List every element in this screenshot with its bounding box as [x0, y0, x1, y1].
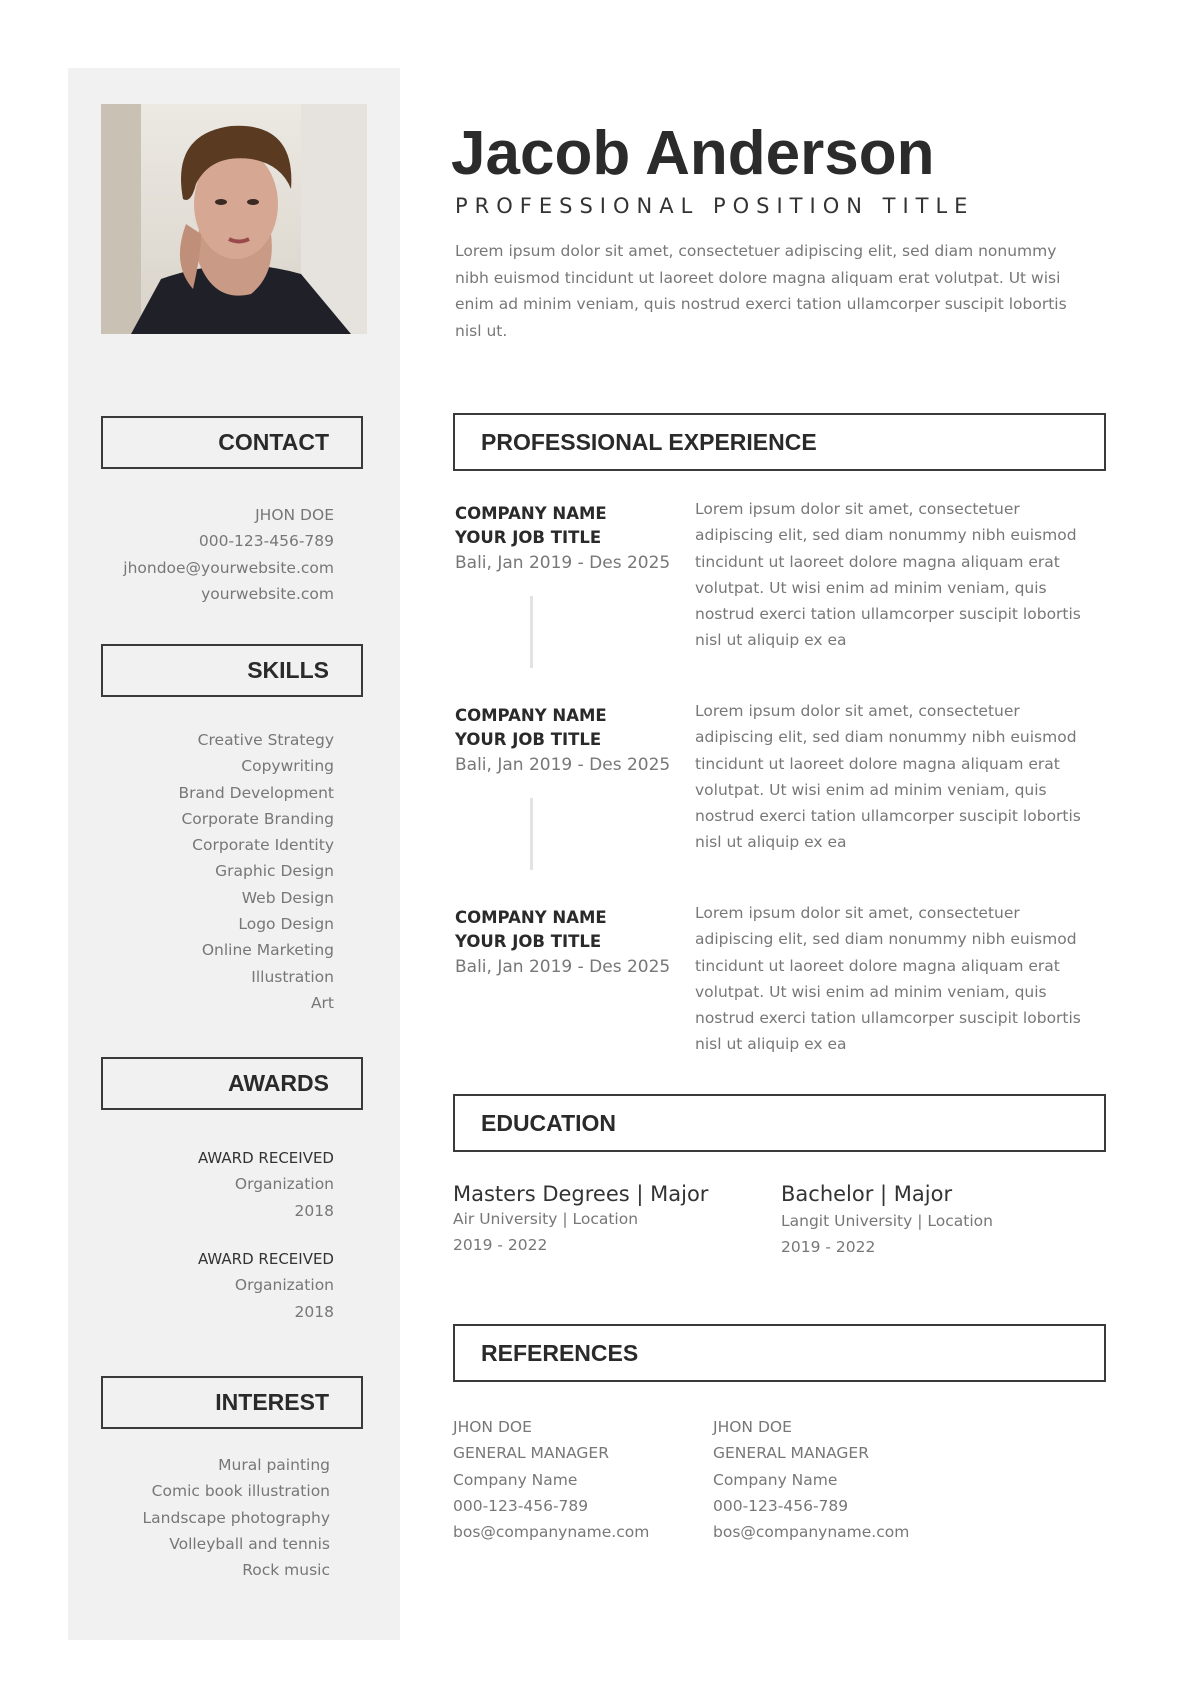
experience-entry	[455, 702, 1115, 852]
award-year: 2018	[294, 1201, 334, 1220]
education-entry	[453, 1182, 708, 1258]
job-period: Bali, Jan 2019 - Des 2025	[455, 957, 671, 977]
skill-item: Corporate Identity	[192, 836, 334, 855]
timeline-divider	[530, 596, 533, 668]
education-years: 2019 - 2022	[453, 1236, 548, 1254]
contact-phone: 000-123-456-789	[198, 532, 334, 551]
job-title: YOUR JOB TITLE	[455, 932, 602, 951]
company-name: COMPANY NAME	[455, 908, 607, 927]
reference-name: JHON DOE	[713, 1418, 792, 1436]
education-entry	[781, 1182, 993, 1260]
interest-item: Comic book illustration	[151, 1482, 330, 1501]
school-name: Air University | Location	[453, 1210, 639, 1228]
skill-item: Online Marketing	[201, 941, 334, 960]
degree-title: Bachelor | Major	[781, 1182, 953, 1206]
award-title: AWARD RECEIVED	[197, 1250, 334, 1268]
skill-item: Corporate Branding	[181, 809, 334, 828]
interest-item: Mural painting	[218, 1456, 330, 1474]
reference-email: bos@companyname.com	[453, 1523, 650, 1542]
skill-item: Web Design	[241, 888, 334, 907]
contact-website: yourwebsite.com	[201, 584, 334, 603]
job-period: Bali, Jan 2019 - Des 2025	[455, 755, 671, 775]
award-entry	[198, 1145, 334, 1224]
reference-phone: 000-123-456-789	[713, 1496, 849, 1515]
experience-meta	[455, 906, 685, 977]
experience-meta	[455, 704, 685, 775]
skills-list	[179, 727, 334, 1016]
skill-item: Creative Strategy	[197, 731, 334, 749]
interest-item: Volleyball and tennis	[169, 1534, 330, 1553]
company-name: COMPANY NAME	[455, 504, 607, 523]
job-period: Bali, Jan 2019 - Des 2025	[455, 553, 671, 573]
experience-entry	[455, 500, 1115, 650]
reference-role: GENERAL MANAGER	[713, 1444, 869, 1463]
reference-company: Company Name	[453, 1470, 578, 1489]
interest-item: Landscape photography	[142, 1508, 330, 1527]
award-org: Organization	[234, 1175, 334, 1194]
experience-heading: PROFESSIONAL EXPERIENCE	[453, 413, 1106, 471]
award-year: 2018	[294, 1302, 334, 1321]
contact-email: jhondoe@yourwebsite.com	[123, 558, 334, 577]
profile-summary: Lorem ipsum dolor sit amet, consectetuer adipiscing elit, sed diam nonummy nibh euismod tincidunt ut laoreet dolore magna aliquam erat volutpat. Ut wisi enim ad minim veniam, quis nostrud exerci tation ullamcorper suscipit lobortis nisl ut.	[455, 242, 1067, 340]
position-title: PROFESSIONAL POSITION TITLE	[455, 194, 975, 218]
job-title: YOUR JOB TITLE	[455, 730, 602, 749]
contact-list	[123, 502, 334, 607]
interest-item: Rock music	[242, 1561, 330, 1580]
award-entry	[198, 1246, 334, 1325]
skill-item: Art	[310, 993, 334, 1012]
reference-entry	[453, 1414, 649, 1545]
education-years: 2019 - 2022	[781, 1238, 876, 1256]
job-description: Lorem ipsum dolor sit amet, consectetuer adipiscing elit, sed diam nonummy nibh euismod tincidunt ut laoreet dolore magna aliquam erat volutpat. Ut wisi enim ad minim veniam, quis nostrud exerci tation ullamcorper suscipit lobortis nisl ut aliquip ex ea	[695, 702, 1081, 852]
reference-entry	[713, 1414, 909, 1545]
award-title: AWARD RECEIVED	[197, 1149, 334, 1167]
reference-company: Company Name	[713, 1470, 838, 1489]
timeline-divider	[530, 798, 533, 870]
experience-meta	[455, 502, 685, 573]
interest-heading: INTEREST	[101, 1376, 363, 1429]
job-title: YOUR JOB TITLE	[455, 528, 602, 547]
reference-email: bos@companyname.com	[713, 1523, 910, 1542]
education-heading: EDUCATION	[453, 1094, 1106, 1152]
degree-title: Masters Degrees | Major	[453, 1182, 709, 1206]
award-org: Organization	[234, 1276, 334, 1295]
experience-entry	[455, 904, 1115, 1054]
skill-item: Illustration	[251, 967, 334, 986]
reference-name: JHON DOE	[453, 1418, 532, 1436]
reference-phone: 000-123-456-789	[453, 1496, 589, 1515]
person-name: Jacob Anderson	[451, 119, 935, 188]
references-heading: REFERENCES	[453, 1324, 1106, 1382]
portrait-image	[101, 104, 367, 334]
contact-name: JHON DOE	[255, 506, 334, 524]
skill-item: Logo Design	[238, 915, 334, 934]
skill-item: Brand Development	[178, 783, 334, 802]
company-name: COMPANY NAME	[455, 706, 607, 725]
school-name: Langit University | Location	[781, 1212, 993, 1230]
contact-heading: CONTACT	[101, 416, 363, 469]
job-description: Lorem ipsum dolor sit amet, consectetuer adipiscing elit, sed diam nonummy nibh euismod tincidunt ut laoreet dolore magna aliquam erat volutpat. Ut wisi enim ad minim veniam, quis nostrud exerci tation ullamcorper suscipit lobortis nisl ut aliquip ex ea	[695, 904, 1081, 1054]
skills-heading: SKILLS	[101, 644, 363, 697]
profile-photo	[101, 104, 367, 334]
interest-list	[143, 1452, 330, 1583]
job-description: Lorem ipsum dolor sit amet, consectetuer adipiscing elit, sed diam nonummy nibh euismod tincidunt ut laoreet dolore magna aliquam erat volutpat. Ut wisi enim ad minim veniam, quis nostrud exerci tation ullamcorper suscipit lobortis nisl ut aliquip ex ea	[695, 500, 1081, 650]
reference-role: GENERAL MANAGER	[453, 1444, 609, 1463]
awards-heading: AWARDS	[101, 1057, 363, 1110]
skill-item: Copywriting	[241, 757, 334, 776]
skill-item: Graphic Design	[215, 862, 334, 881]
